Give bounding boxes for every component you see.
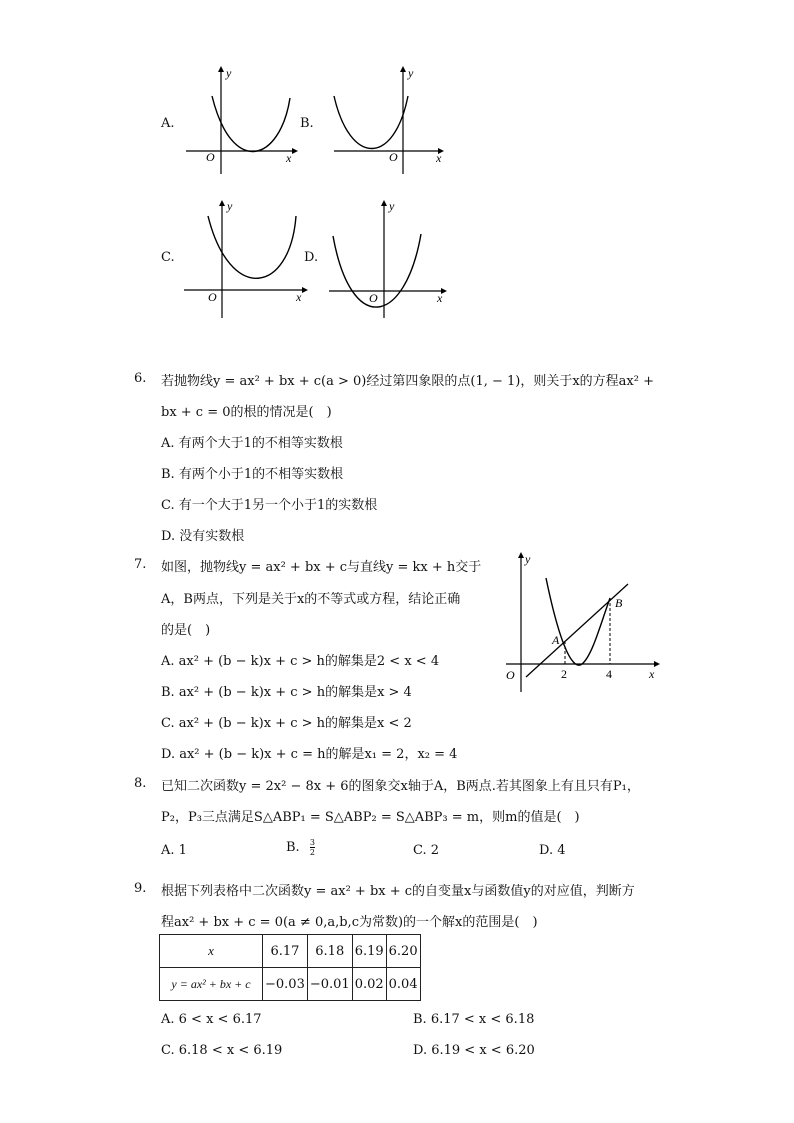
q7-point-b: B [615,596,623,610]
q8-option-d[interactable]: D. 4 [539,843,566,858]
q6-option-a[interactable]: A. 有两个大于1的不相等实数根 [161,436,343,451]
q7-y-label: y [525,552,531,566]
q8-number: 8. [134,776,147,791]
q5d-origin-label: O [369,291,378,305]
q8-option-b-fraction [310,838,315,857]
q7-tick-2: 2 [561,667,567,681]
table-cell: 6.19 [352,935,386,968]
table-cell: 0.02 [352,968,386,1001]
q9-option-d[interactable]: D. 6.19 < x < 6.20 [413,1043,535,1058]
q7-stem-line3: 的是( ) [161,623,211,638]
q8-option-b[interactable] [286,838,315,857]
q7-x-label: x [649,667,655,681]
q5c-y-label: y [227,199,233,213]
q5c-origin-label: O [208,290,217,304]
q8-option-a[interactable]: A. 1 [161,843,187,858]
table-header-y: y = ax² + bx + c [160,968,263,1001]
q5b-origin-label: O [389,150,398,164]
q5-graph-d[interactable] [325,194,450,320]
table-row [160,968,421,1001]
q8-stem-line1: 已知二次函数y = 2x² − 8x + 6的图象交x轴于A，B两点.若其图象上有且只有P₁， [161,779,640,794]
q8-option-b-prefix: B. [286,840,300,855]
q9-stem-line2: 程ax² + bx + c = 0(a ≠ 0,a,b,c为常数)的一个解x的范围是( ) [161,915,538,930]
q5-graph-a[interactable] [180,62,300,176]
q6-stem-line2: bx + c = 0的根的情况是( ) [161,405,332,420]
table-cell: −0.01 [307,968,352,1001]
q7-number: 7. [134,557,147,572]
q7-figure [496,546,666,694]
q5b-y-label: y [408,66,414,80]
q7-option-c[interactable]: C. ax² + (b − k)x + c > h的解集是x < 2 [161,716,412,731]
q5-option-a-label[interactable]: A. [161,116,175,131]
table-row [160,935,421,968]
q7-option-b[interactable]: B. ax² + (b − k)x + c > h的解集是x > 4 [161,685,412,700]
q5a-y-label: y [226,66,232,80]
q9-value-table [159,934,421,1001]
q9-option-b[interactable]: B. 6.17 < x < 6.18 [413,1012,535,1027]
q9-number: 9. [134,881,147,896]
fraction-denominator: 2 [309,848,315,857]
q6-option-d[interactable]: D. 没有实数根 [161,529,245,544]
q5c-x-label: x [296,290,302,304]
table-header-x: x [160,935,263,968]
q8-option-c[interactable]: C. 2 [413,843,440,858]
q7-stem-line1: 如图，抛物线y = ax² + bx + c与直线y = kx + h交于 [161,560,482,575]
q9-option-c[interactable]: C. 6.18 < x < 6.19 [161,1043,283,1058]
q5-option-d-label[interactable]: D. [304,250,319,265]
q5-graph-b[interactable] [330,62,450,176]
q5d-y-label: y [389,199,395,213]
q5a-x-label: x [286,151,292,165]
q6-stem-line1: 若抛物线y = ax² + bx + c(a > 0)经过第四象限的点(1, − 1)，则关于x的方程ax² + [161,374,654,389]
q5-option-b-label[interactable]: B. [300,116,314,131]
q9-stem-line1: 根据下列表格中二次函数y = ax² + bx + c的自变量x与函数值y的对应值，判断方 [161,884,635,899]
table-cell: 0.04 [386,968,420,1001]
q7-option-a[interactable]: A. ax² + (b − k)x + c > h的解集是2 < x < 4 [161,654,440,669]
q9-option-a[interactable]: A. 6 < x < 6.17 [161,1012,262,1027]
q5-graph-c[interactable] [180,194,310,320]
q8-stem-line2: P₂，P₃三点满足S△ABP₁ = S△ABP₂ = S△ABP₃ = m，则m的值是( ) [161,810,580,825]
q5a-origin-label: O [206,150,215,164]
fraction-numerator: 3 [309,838,315,847]
q7-tick-4: 4 [606,667,612,681]
q7-stem-line2: A，B两点，下列是关于x的不等式或方程，结论正确 [161,592,461,607]
q7-option-d[interactable]: D. ax² + (b − k)x + c = h的解是x₁ = 2，x₂ = 4 [161,747,458,762]
q5-option-c-label[interactable]: C. [161,250,175,265]
q6-option-b[interactable]: B. 有两个小于1的不相等实数根 [161,467,344,482]
q7-origin-label: O [506,668,515,682]
table-cell: −0.03 [263,968,308,1001]
q5d-x-label: x [437,291,443,305]
q7-point-a: A [552,633,560,647]
table-cell: 6.17 [263,935,308,968]
q6-option-c[interactable]: C. 有一个大于1另一个小于1的实数根 [161,498,378,513]
q5b-x-label: x [436,151,442,165]
table-cell: 6.18 [307,935,352,968]
q6-number: 6. [134,371,147,386]
table-cell: 6.20 [386,935,420,968]
